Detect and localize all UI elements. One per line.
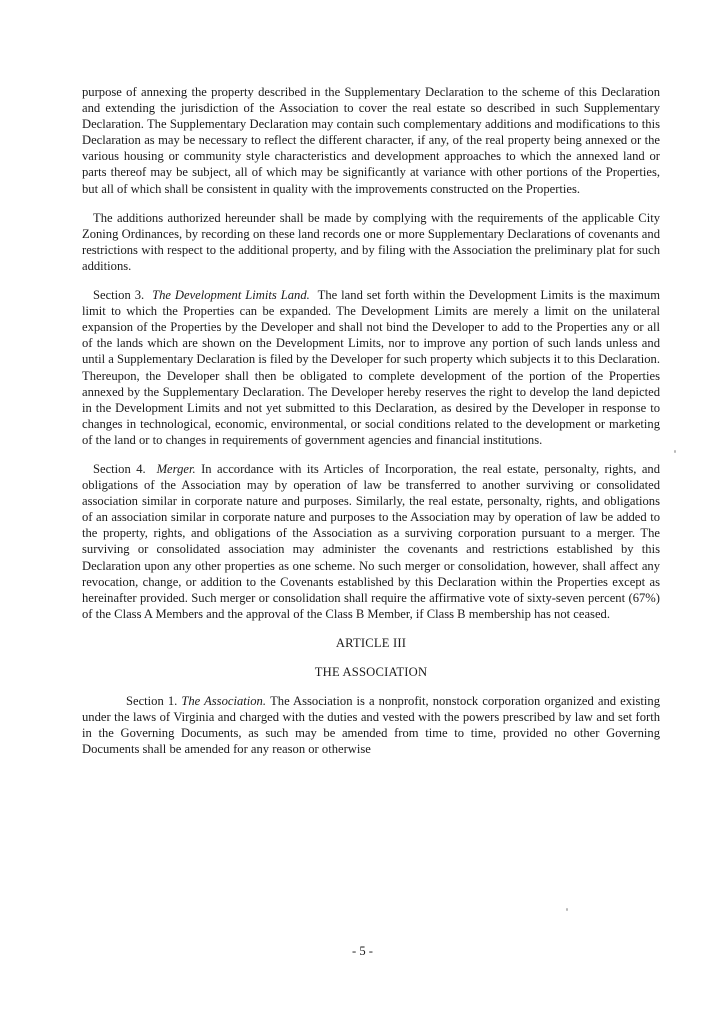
article-section-1-body: The Association is a nonprofit, nonstock corporation organized and existing under the laws of Virginia and charged with the duties and vested with the powers prescribed by law and set forth in the Governing Documents, as such may be amended from time to time, provided no other Governing Documents shall be amended for any reason or otherwise — [82, 694, 660, 757]
section-4-body: In accordance with its Articles of Incorporation, the real estate, personalty, rights, and obligations of the Association may by operation of law be transferred to another surviving or consolidated association similar in corporate nature and purposes. Similarly, the real estate, personalty, rights, and obligations of an association similar in corporate nature and purposes to the Association may by operation of law be added to the property, rights, and obligations of the Association as a surviving corporation pursuant to a merger. The surviving or consolidated association may administer the covenants and restrictions established by this Declaration upon any other properties as one scheme. No such merger or consolidation, however, shall affect any revocation, change, or addition to the Covenants established by this Declaration within the Properties except as hereinafter provided. Such merger or consolidation shall require the affirmative vote of sixty-seven percent (67%) of the Class A Members and the approval of the Class B Member, if Class B membership has not ceased. — [82, 461, 661, 621]
paragraph-annexation-continued: purpose of annexing the property described in the Supplementary Declaration to the scheme of this Declaration and extending the jurisdiction of the Association to cover the real estate so described in such Supplementary Declaration. The Supplementary Declaration may contain such complementary additions and modifications to this Declaration as may be necessary to reflect the different character, if any, of the real property being annexed or the various housing or community style characteristics and development approaches to which the annexed land or parts thereof may be subject, all of which may be significantly at variance with other portions of the Properties, but all of which shall be consistent in quality with the improvements constructed on the Properties. — [82, 85, 660, 196]
section-4-merger — [82, 461, 660, 622]
article-section-1-title: The Association. — [181, 694, 267, 709]
scan-speck — [566, 908, 568, 911]
article-number-heading: ARTICLE III — [335, 635, 407, 650]
article-section-1-label: Section 1. — [126, 694, 178, 709]
article-3-section-1-association — [82, 693, 660, 757]
document-page — [82, 84, 660, 770]
section-3-body: The land set forth within the Development Limits is the maximum limit to which the Properties can be expanded. The Development Limits are merely a limit on the unilateral expansion of the Properties by the Developer and shall not bind the Developer to add to the Properties any or all of the lands which are shown on the Development Limits, nor to improve any portion of such lands unless and until a Supplementary Declaration is filed by the Developer for such property which subjects it to this Declaration. Thereupon, the Developer shall then be obligated to complete development of the portion of the Properties annexed by the Supplementary Declaration. The Developer hereby reserves the right to develop the land depicted in the Development Limits and not yet submitted to this Declaration, as desired by the Developer in response to changes in technological, economic, environmental, or social conditions related to the development or marketing of the land or to changes in requirements of government agencies and financial institutions. — [82, 288, 660, 447]
section-3-title: The Development Limits Land. — [152, 288, 310, 303]
article-title-heading: THE ASSOCIATION — [314, 665, 428, 679]
section-3-development-limits — [82, 287, 660, 448]
section-3-label: Section 3. — [93, 288, 145, 303]
page-number: - 5 - — [352, 944, 373, 958]
section-4-title: Merger. — [156, 461, 196, 476]
scan-speck — [674, 450, 676, 453]
paragraph-additions-authorized: The additions authorized hereunder shall be made by complying with the requirements of the applicable City Zoning Ordinances, by recording on these land records one or more Supplementary Declarations of covenants and restrictions with respect to the additional property, and by filing with the Association the preliminary plat for such additions. — [82, 210, 660, 273]
section-4-label: Section 4. — [93, 461, 146, 476]
